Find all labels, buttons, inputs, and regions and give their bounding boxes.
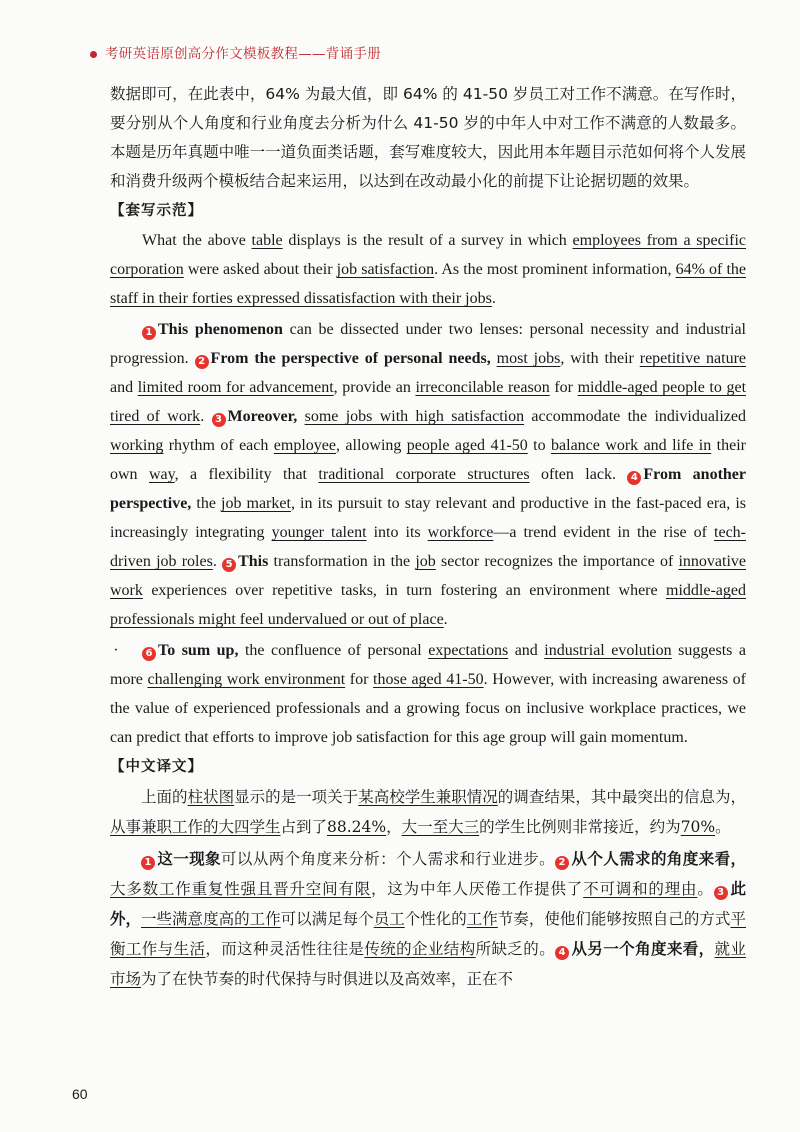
underlined-phrase: expectations	[428, 642, 509, 659]
underlined-phrase: job market	[221, 495, 291, 512]
underlined-phrase: 64% of the staff in their forties expressed dissatisfaction with their jobs	[110, 261, 747, 307]
underlined-phrase: repetitive nature	[639, 350, 747, 367]
number-badge-icon: 3	[212, 413, 226, 427]
bold-phrase: Moreover,	[227, 408, 298, 425]
underlined-phrase: 从事兼职工作的大四学生	[110, 818, 281, 836]
text: their own	[110, 437, 746, 483]
underlined-phrase: those aged 41-50	[373, 671, 484, 688]
text: suggests a more	[110, 642, 746, 688]
bold-phrase: From the perspective of personal needs,	[210, 350, 491, 367]
number-badge-icon: 4	[627, 471, 641, 485]
text: 的调查结果，其中最突出的信息为，	[497, 788, 746, 806]
underlined-phrase: workforce	[427, 524, 494, 541]
header-title: 考研英语原创高分作文模板教程——背诵手册	[105, 46, 381, 62]
text: and	[110, 379, 138, 396]
number-badge-icon: 3	[714, 886, 728, 900]
underlined-phrase: 员工	[373, 910, 405, 928]
stray-mark: ·	[113, 642, 119, 659]
underlined-phrase: 88.24%	[327, 818, 387, 836]
text: experiences over repetitive tasks, in turn fostering an environment where	[142, 582, 667, 599]
underlined-phrase: traditional corporate structures	[318, 466, 530, 483]
text: .	[491, 290, 496, 307]
underlined-phrase: 传统的企业结构	[364, 940, 476, 958]
text: 为了在快节奏的时代保持与时俱进以及高效率，正在不	[141, 970, 514, 988]
essay-paragraph-1	[110, 226, 746, 313]
text: transformation in the	[268, 553, 416, 570]
text: were asked about their	[183, 261, 337, 278]
text: 可以从两个角度来分析：个人需求和行业进步。	[221, 850, 556, 868]
text: 占到了	[280, 818, 328, 836]
underlined-phrase: 70%	[680, 818, 716, 836]
text: 上面的	[141, 788, 188, 806]
underlined-phrase: 大多数工作重复性强且晋升空间有限	[110, 880, 372, 898]
essay-paragraph-3	[110, 636, 746, 752]
essay-paragraph-2	[110, 315, 746, 634]
number-badge-icon: 2	[195, 355, 209, 369]
underlined-phrase: employees from a specific corporation	[110, 232, 747, 278]
text: displays is the result of a survey in which	[282, 232, 573, 249]
underlined-phrase: 工作	[466, 910, 498, 928]
underlined-phrase: challenging work environment	[147, 671, 346, 688]
bullet-dot-icon	[90, 51, 97, 58]
number-badge-icon: 2	[555, 856, 569, 870]
text: ，	[386, 818, 402, 836]
underlined-phrase: 一些满意度高的工作	[141, 910, 281, 928]
underlined-phrase: people aged 41-50	[406, 437, 528, 454]
text: 可以满足每个	[280, 910, 374, 928]
text: rhythm of each	[163, 437, 274, 454]
underlined-phrase: middle-aged people to get tired of work	[110, 379, 747, 425]
underlined-phrase: table	[251, 232, 283, 249]
underlined-phrase: middle-aged professionals might feel undervalued or out of place	[110, 582, 746, 628]
bold-phrase: 这一现象	[157, 849, 222, 868]
text: 。	[715, 818, 731, 836]
text: —a trend evident in the rise of	[493, 524, 715, 541]
underlined-phrase: innovative work	[110, 553, 747, 599]
underlined-phrase: 大一至大三	[401, 818, 480, 836]
text: . As the most prominent information,	[434, 261, 676, 278]
number-badge-icon: 5	[222, 558, 236, 572]
text: ，这为中年人厌倦工作提供了	[371, 880, 584, 898]
bold-phrase: To sum up,	[158, 642, 239, 659]
underlined-phrase: some jobs with high satisfaction	[304, 408, 525, 425]
text: , with their	[560, 350, 640, 367]
underlined-phrase: way	[148, 466, 175, 483]
bold-phrase: This phenomenon	[158, 321, 283, 338]
translation-paragraph-2	[110, 844, 746, 994]
text	[297, 408, 304, 425]
text: , allowing	[336, 437, 407, 454]
text: can be dissected under two lenses: personal necessity and industrial progression.	[110, 321, 747, 367]
text: 显示的是一项关于	[234, 788, 359, 806]
text: , provide an	[333, 379, 416, 396]
text: ，而这种灵活性往往是	[205, 940, 365, 958]
text: often lack.	[529, 466, 628, 483]
number-badge-icon: 1	[141, 856, 155, 870]
underlined-phrase: most jobs	[496, 350, 561, 367]
number-badge-icon: 4	[555, 946, 569, 960]
bold-phrase: 此外，	[110, 879, 746, 928]
underlined-phrase: younger talent	[271, 524, 367, 541]
underlined-phrase: tech-driven job roles	[110, 524, 747, 570]
text: 。	[697, 880, 714, 898]
text: . However, with increasing awareness of the value of experienced professionals and a growing focus on inclusive workplace practices, we can predict that efforts to improve job satisfaction for this age group will gain momentum.	[110, 671, 746, 746]
text: sector recognizes the importance of	[435, 553, 679, 570]
page-number: 60	[72, 1086, 88, 1102]
text: for	[549, 379, 578, 396]
text: , in its pursuit to stay relevant and productive in the fast-paced era, is increasingly integrating	[110, 495, 747, 541]
page-content	[110, 80, 746, 994]
text: .	[443, 611, 448, 628]
intro-paragraph: 数据即可，在此表中，64% 为最大值，即 64% 的 41-50 岁员工对工作不满意。在写作时，要分别从个人角度和行业角度去分析为什么 41-50 岁的中年人中对工作不满意的人数最多。本题是历年真题中唯一一道负面类话题，套写难度较大，因此用本年题目示范如何将个人发展和消费升级两个模板结合起来运用，以达到在改动最小化的前提下让论据切题的效果。	[110, 85, 746, 190]
translation-paragraph-1	[110, 782, 746, 842]
text: and	[508, 642, 545, 659]
section-title-translation: 【中文译文】	[110, 758, 203, 775]
underlined-phrase: employee	[273, 437, 336, 454]
underlined-phrase: job satisfaction	[336, 261, 435, 278]
underlined-phrase: 某高校学生兼职情况	[358, 788, 498, 806]
text: .	[200, 408, 212, 425]
text: 节奏，使他们能够按照自己的方式	[497, 910, 731, 928]
text: 个性化的	[404, 910, 467, 928]
underlined-phrase: industrial evolution	[544, 642, 672, 659]
number-badge-icon: 6	[142, 647, 156, 661]
text: the	[191, 495, 221, 512]
underlined-phrase: 不可调和的理由	[583, 880, 698, 898]
text: 的学生比例则非常接近，约为	[479, 818, 681, 836]
text: the confluence of personal	[238, 642, 429, 659]
text: for	[345, 671, 374, 688]
underlined-phrase: 就业市场	[110, 940, 746, 988]
underlined-phrase: irreconcilable reason	[415, 379, 550, 396]
bold-phrase: 从另一个角度来看，	[571, 939, 715, 958]
text: to	[527, 437, 552, 454]
number-badge-icon: 1	[142, 326, 156, 340]
text: into its	[366, 524, 428, 541]
running-header	[90, 42, 381, 62]
underlined-phrase: 平衡工作与生活	[110, 910, 746, 958]
bold-phrase: This	[238, 553, 269, 570]
underlined-phrase: job	[415, 553, 436, 570]
bold-phrase: From another perspective,	[110, 466, 747, 512]
text: accommodate the individualized	[524, 408, 747, 425]
bold-phrase: 从个人需求的角度来看，	[571, 849, 746, 868]
text: 所缺乏的。	[475, 940, 556, 958]
text: What the above	[142, 232, 252, 249]
text: .	[212, 553, 223, 570]
underlined-phrase: balance work and life in	[551, 437, 712, 454]
underlined-phrase: limited room for advancement	[137, 379, 334, 396]
underlined-phrase: working	[110, 437, 164, 454]
section-title-example: 【套写示范】	[110, 202, 203, 219]
text: , a flexibility that	[174, 466, 319, 483]
underlined-phrase: 柱状图	[187, 788, 235, 806]
